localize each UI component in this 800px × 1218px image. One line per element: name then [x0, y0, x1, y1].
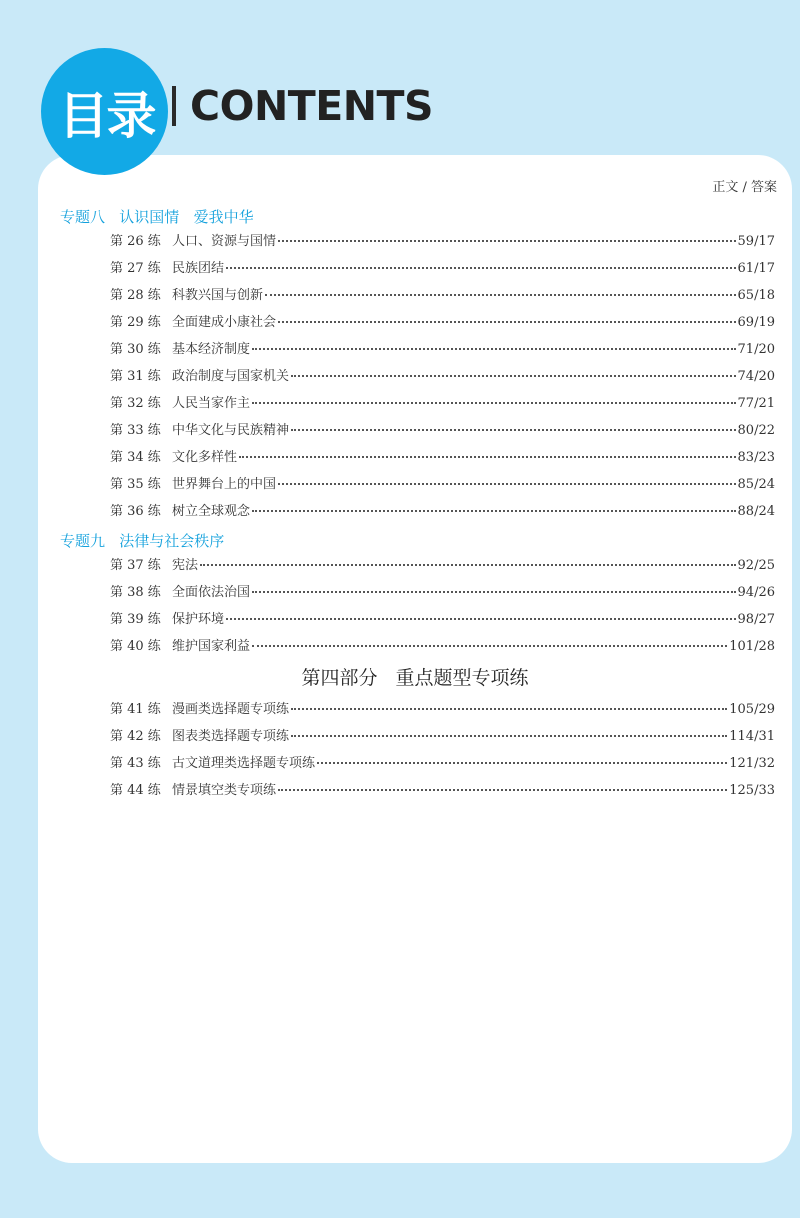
entry-title: 情景填空类专项练 — [172, 783, 277, 798]
dot-leader — [291, 707, 727, 710]
entry-page: 61/17 — [737, 261, 775, 276]
dot-leader — [239, 455, 736, 458]
toc-entry[interactable] — [110, 755, 775, 773]
entry-page: 92/25 — [737, 558, 775, 573]
dot-leader — [252, 347, 736, 350]
toc-entry[interactable] — [110, 503, 775, 521]
toc-entry[interactable] — [110, 611, 775, 629]
entry-page: 88/24 — [737, 504, 775, 519]
toc-entry[interactable] — [110, 233, 775, 251]
entry-number: 第 30 练 — [110, 342, 161, 357]
entry-number: 第 33 练 — [110, 423, 161, 438]
dot-leader — [226, 266, 736, 269]
entry-number: 第 27 练 — [110, 261, 161, 276]
logo-cn-text: 目录 — [58, 86, 155, 145]
entry-title: 古文道理类选择题专项练 — [172, 756, 316, 771]
toc-entry[interactable] — [110, 314, 775, 332]
dot-leader — [317, 761, 727, 764]
entry-title: 宪法 — [172, 558, 199, 573]
dot-leader — [278, 239, 736, 242]
entry-number: 第 32 练 — [110, 396, 161, 411]
dot-leader — [278, 788, 727, 791]
dot-leader — [291, 374, 736, 377]
entry-page: 77/21 — [737, 396, 775, 411]
entry-page: 65/18 — [737, 288, 775, 303]
entry-title: 全面建成小康社会 — [172, 315, 277, 330]
entry-number: 第 40 练 — [110, 639, 161, 654]
entry-title: 世界舞台上的中国 — [172, 477, 277, 492]
column-header: 正文 / 答案 — [712, 180, 777, 195]
entry-page: 85/24 — [737, 477, 775, 492]
entry-title: 全面依法治国 — [172, 585, 251, 600]
entry-page: 101/28 — [729, 639, 775, 654]
entry-number: 第 42 练 — [110, 729, 161, 744]
dot-leader — [226, 617, 736, 620]
entry-title: 人民当家作主 — [172, 396, 251, 411]
toc-entry[interactable] — [110, 782, 775, 800]
contents-heading: CONTENTS — [190, 82, 434, 130]
dot-leader — [291, 428, 736, 431]
entry-number: 第 44 练 — [110, 783, 161, 798]
toc-entry[interactable] — [110, 557, 775, 575]
toc-entry[interactable] — [110, 287, 775, 305]
toc-entry[interactable] — [110, 422, 775, 440]
entry-page: 69/19 — [737, 315, 775, 330]
entry-title: 人口、资源与国情 — [172, 234, 277, 249]
entry-page: 59/17 — [737, 234, 775, 249]
entry-title: 树立全球观念 — [172, 504, 251, 519]
dot-leader — [278, 320, 736, 323]
entry-page: 80/22 — [737, 423, 775, 438]
toc-entry[interactable] — [110, 728, 775, 746]
entry-number: 第 31 练 — [110, 369, 161, 384]
entry-page: 125/33 — [729, 783, 775, 798]
entry-title: 科教兴国与创新 — [172, 288, 264, 303]
toc-entry[interactable] — [110, 260, 775, 278]
dot-leader — [265, 293, 736, 296]
entry-title: 中华文化与民族精神 — [172, 423, 290, 438]
toc-entry[interactable] — [110, 395, 775, 413]
entry-page: 83/23 — [737, 450, 775, 465]
entry-number: 第 29 练 — [110, 315, 161, 330]
entry-page: 98/27 — [737, 612, 775, 627]
logo-divider — [172, 86, 176, 126]
dot-leader — [278, 482, 736, 485]
entry-title: 民族团结 — [172, 261, 225, 276]
toc-entry[interactable] — [110, 368, 775, 386]
entry-title: 图表类选择题专项练 — [172, 729, 290, 744]
entry-number: 第 34 练 — [110, 450, 161, 465]
entry-number: 第 36 练 — [110, 504, 161, 519]
entry-page: 105/29 — [729, 702, 775, 717]
entry-title: 文化多样性 — [172, 450, 238, 465]
entry-page: 74/20 — [737, 369, 775, 384]
entry-title: 保护环境 — [172, 612, 225, 627]
dot-leader — [252, 509, 736, 512]
entry-title: 政治制度与国家机关 — [172, 369, 290, 384]
entry-page: 94/26 — [737, 585, 775, 600]
logo-badge — [41, 48, 168, 175]
toc-entry[interactable] — [110, 701, 775, 719]
entry-number: 第 35 练 — [110, 477, 161, 492]
toc-entry[interactable] — [110, 449, 775, 467]
entry-number: 第 28 练 — [110, 288, 161, 303]
dot-leader — [252, 401, 736, 404]
dot-leader — [291, 734, 727, 737]
dot-leader — [200, 563, 736, 566]
dot-leader — [252, 644, 727, 647]
toc-entry[interactable] — [110, 638, 775, 656]
entry-page: 121/32 — [729, 756, 775, 771]
entry-number: 第 37 练 — [110, 558, 161, 573]
toc-entry[interactable] — [110, 341, 775, 359]
entry-number: 第 41 练 — [110, 702, 161, 717]
toc-entry[interactable] — [110, 476, 775, 494]
entry-number: 第 38 练 — [110, 585, 161, 600]
entry-title: 维护国家利益 — [172, 639, 251, 654]
entry-page: 71/20 — [737, 342, 775, 357]
entry-number: 第 43 练 — [110, 756, 161, 771]
entry-title: 漫画类选择题专项练 — [172, 702, 290, 717]
section-title: 专题九 法律与社会秩序 — [60, 532, 225, 550]
content-card — [38, 155, 792, 1163]
entry-number: 第 26 练 — [110, 234, 161, 249]
section-title: 专题八 认识国情 爱我中华 — [60, 208, 254, 226]
toc-entry[interactable] — [110, 584, 775, 602]
entry-page: 114/31 — [729, 729, 775, 744]
entry-title: 基本经济制度 — [172, 342, 251, 357]
part-title: 第四部分 重点题型专项练 — [301, 667, 529, 689]
dot-leader — [252, 590, 736, 593]
entry-number: 第 39 练 — [110, 612, 161, 627]
